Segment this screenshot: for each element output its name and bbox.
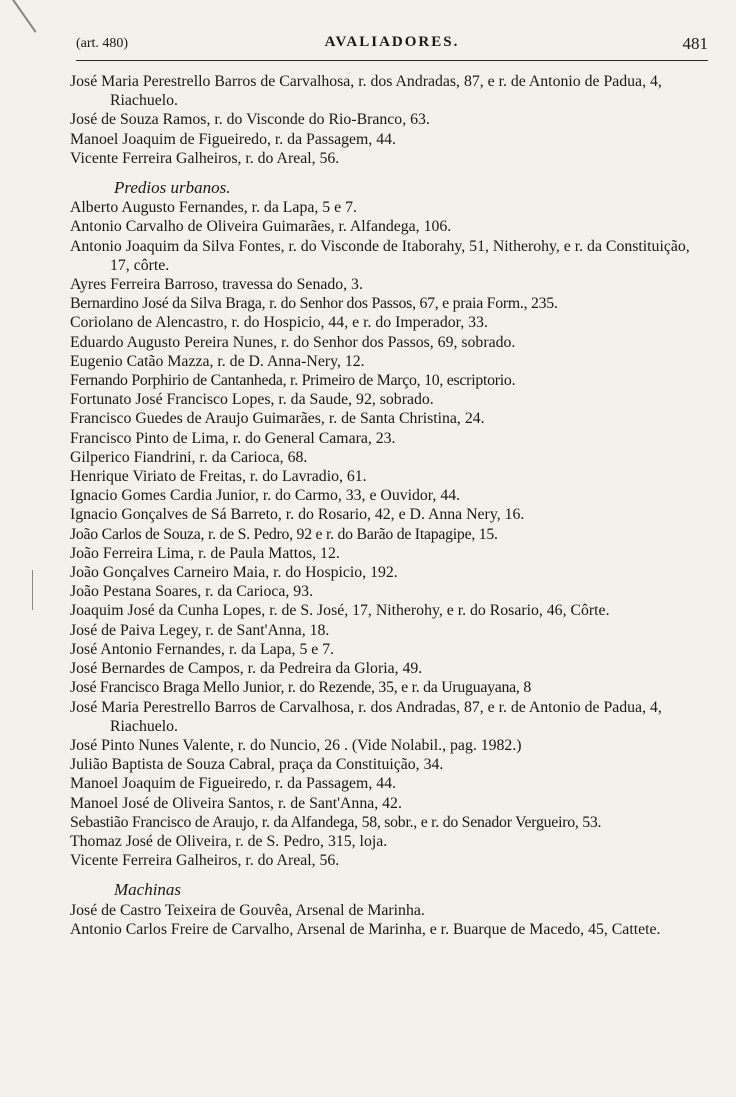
list-item: José Maria Perestrello Barros de Carvalhosa, r. dos Andradas, 87, e r. de Antonio de Padua, 4, Riachuelo. [70, 73, 662, 110]
list-item: João Pestana Soares, r. da Carioca, 93. [70, 583, 314, 601]
list-item: Henrique Viriato de Freitas, r. do Lavradio, 61. [70, 468, 367, 486]
list-item: Vicente Ferreira Galheiros, r. do Areal, 56. [70, 149, 340, 167]
list-item: Manoel José de Oliveira Santos, r. de Sant'Anna, 42. [70, 794, 402, 812]
section-heading: Machinas [114, 880, 182, 900]
list-item: Ignacio Gonçalves de Sá Barreto, r. do Rosario, 42, e D. Anna Nery, 16. [70, 506, 525, 524]
list-item: Eduardo Augusto Pereira Nunes, r. do Senhor dos Passos, 69, sobrado. [70, 333, 516, 351]
list-item: João Gonçalves Carneiro Maia, r. do Hospicio, 192. [70, 564, 398, 582]
list-item: Antonio Carlos Freire de Carvalho, Arsenal de Marinha, e r. Buarque de Macedo, 45, Cattete. [70, 920, 661, 938]
list-item: Thomaz José de Oliveira, r. de S. Pedro, 315, loja. [70, 832, 388, 850]
list-item: Manoel Joaquim de Figueiredo, r. da Passagem, 44. [70, 130, 396, 148]
list-item: Francisco Guedes de Araujo Guimarães, r. de Santa Christina, 24. [70, 410, 485, 428]
margin-scratch-line [12, 0, 36, 33]
list-item: José Francisco Braga Mello Junior, r. do Rezende, 35, e r. da Uruguayana, 8 [70, 679, 531, 697]
list-item: Julião Baptista de Souza Cabral, praça da Constituição, 34. [70, 756, 444, 774]
list-item: Coriolano de Alencastro, r. do Hospicio, 44, e r. do Imperador, 33. [70, 314, 488, 332]
list-item: Alberto Augusto Fernandes, r. da Lapa, 5 e 7. [70, 199, 357, 217]
list-item: Eugenio Catão Mazza, r. de D. Anna-Nery, 12. [70, 352, 365, 370]
list-item: Fortunato José Francisco Lopes, r. da Saude, 92, sobrado. [70, 391, 434, 409]
list-item: João Carlos de Souza, r. de S. Pedro, 92 e r. do Barão de Itapagipe, 15. [70, 525, 498, 543]
list-item: Francisco Pinto de Lima, r. do General Camara, 23. [70, 429, 396, 447]
list-item: Ignacio Gomes Cardia Junior, r. do Carmo, 33, e Ouvidor, 44. [70, 487, 461, 505]
directory-body [70, 72, 710, 939]
page-title: AVALIADORES. [324, 34, 460, 50]
list-item: Sebastião Francisco de Araujo, r. da Alfandega, 58, sobr., e r. do Senador Vergueiro, 53. [70, 813, 602, 831]
page-number: 481 [682, 34, 708, 53]
list-item: Vicente Ferreira Galheiros, r. do Areal, 56. [70, 852, 340, 870]
list-item: Antonio Joaquim da Silva Fontes, r. do Visconde de Itaborahy, 51, Nitherohy, e r. da Constituição, 17, côrte. [70, 237, 690, 274]
article-reference: (art. 480) [76, 36, 129, 51]
list-item: José Bernardes de Campos, r. da Pedreira da Gloria, 49. [70, 660, 423, 678]
list-item: José de Paiva Legey, r. de Sant'Anna, 18. [70, 621, 330, 639]
list-item: Gilperico Fiandrini, r. da Carioca, 68. [70, 448, 308, 466]
section-heading: Predios urbanos. [114, 178, 231, 198]
list-item: José Pinto Nunes Valente, r. do Nuncio, 26 . (Vide Nolabil., pag. 1982.) [70, 736, 522, 754]
list-item: José de Souza Ramos, r. do Visconde do Rio-Branco, 63. [70, 111, 430, 129]
list-item: Joaquim José da Cunha Lopes, r. de S. José, 17, Nitherohy, e r. do Rosario, 46, Côrte. [70, 602, 610, 620]
list-item: José Antonio Fernandes, r. da Lapa, 5 e 7. [70, 640, 335, 658]
list-item: José de Castro Teixeira de Gouvêa, Arsenal de Marinha. [70, 901, 425, 919]
list-item: Manoel Joaquim de Figueiredo, r. da Passagem, 44. [70, 775, 396, 793]
list-item: Ayres Ferreira Barroso, travessa do Senado, 3. [70, 276, 363, 294]
list-item: João Ferreira Lima, r. de Paula Mattos, 12. [70, 544, 340, 562]
list-item: Antonio Carvalho de Oliveira Guimarães, r. Alfandega, 106. [70, 218, 452, 236]
list-item: Bernardino José da Silva Braga, r. do Senhor dos Passos, 67, e praia Form., 235. [70, 295, 558, 313]
margin-mark-line [32, 570, 33, 610]
list-item: José Maria Perestrello Barros de Carvalhosa, r. dos Andradas, 87, e r. de Antonio de Padua, 4, Riachuelo. [70, 698, 662, 735]
list-item: Fernando Porphirio de Cantanheda, r. Primeiro de Março, 10, escriptorio. [70, 372, 516, 390]
page-header [76, 36, 708, 61]
